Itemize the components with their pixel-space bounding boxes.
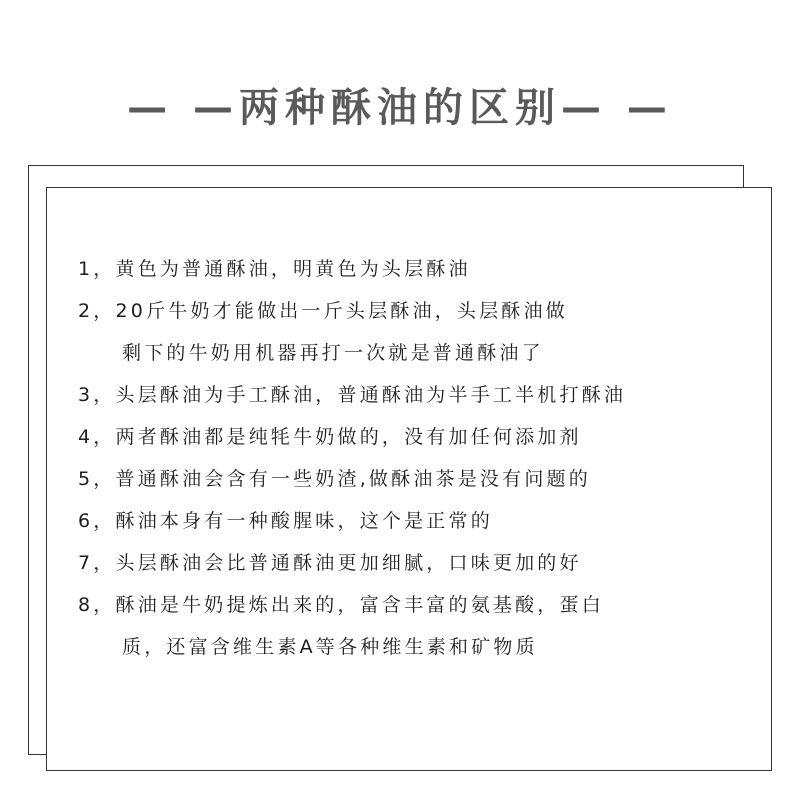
difference-list [78,252,758,672]
page-title: — —两种酥油的区别— — [127,84,673,131]
list-item-2: 2，20斤牛奶才能做出一斤头层酥油，头层酥油做 [78,300,568,322]
list-item-1: 1，黄色为普通酥油，明黄色为头层酥油 [78,258,471,280]
list-item-3: 3，头层酥油为手工酥油，普通酥油为半手工半机打酥油 [78,384,627,406]
title-row [0,74,800,134]
list-item-6: 6，酥油本身有一种酸腥味，这个是正常的 [78,510,493,532]
list-item-4: 4，两者酥油都是纯牦牛奶做的，没有加任何添加剂 [78,426,582,448]
list-item-7: 7，头层酥油会比普通酥油更加细腻，口味更加的好 [78,552,582,574]
list-item-2-continuation: 剩下的牛奶用机器再打一次就是普通酥油了 [122,342,544,364]
list-item-5: 5，普通酥油会含有一些奶渣,做酥油茶是没有问题的 [78,468,591,490]
list-item-8-continuation: 质，还富含维生素A等各种维生素和矿物质 [122,636,538,658]
list-item-8: 8，酥油是牛奶提炼出来的，富含丰富的氨基酸，蛋白 [78,594,604,616]
